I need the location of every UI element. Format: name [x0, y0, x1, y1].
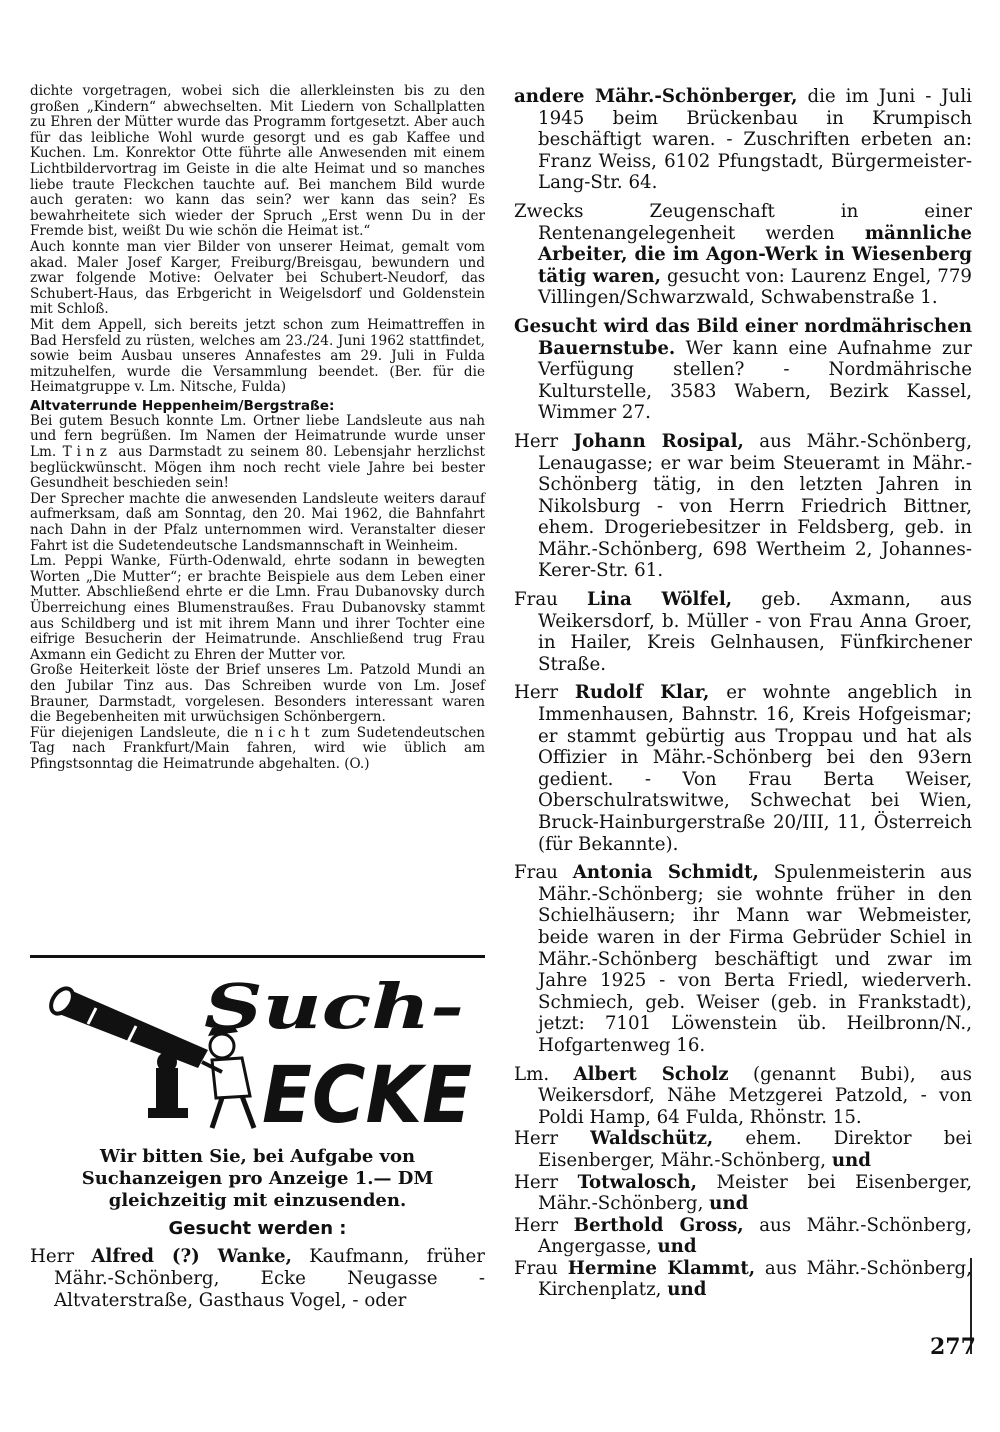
search-ad-entry: Herr Berthold Gross, aus Mähr.-Schönberg, Angergasse, und — [514, 1214, 972, 1258]
fee-notice-text: Wir bitten Sie, bei Aufgabe von Suchanzeigen pro Anzeige 1.— DM gleichzeitig mit einzusenden. — [81, 1146, 434, 1211]
search-ad-entry: Frau Lina Wölfel, geb. Axmann, aus Weikersdorf, b. Müller - von Frau Anna Groer, in Hailer, Kreis Gelnhausen, Fünfkirchener Straße. — [514, 589, 972, 675]
search-ad-entry: Zwecks Zeugenschaft in einer Rentenangelegenheit werden männliche Arbeiter, die im Agon-Werk in Wiesenberg tätig waren, gesucht von: Laurenz Engel, 779 Villingen/Schwarzwald, Schwabenstraße 1. — [514, 200, 972, 309]
logo-block-word: ECKE — [262, 1051, 472, 1137]
search-ad-entry: Herr Rudolf Klar, er wohnte angeblich in Immenhausen, Bahnstr. 16, Kreis Hofgeismar; er stammt gebürtig aus Troppau und hat als Offizier in Mähr.-Schönberg bei den 93ern gedient. - Von Frau Berta Weiser, Oberschulratswitwe, Schwechat bei Wien, Bruck-Hainburgerstraße 20/III, 11, Österreich (für Bekannte). — [514, 682, 972, 855]
page-number: 277 — [930, 1334, 976, 1360]
fee-notice — [30, 1146, 485, 1212]
report-paragraph: Lm. Peppi Wanke, Fürth-Odenwald, ehrte sodann in bewegten Worten „Die Mutter“; er brachte Beispiele aus dem Leben einer Mutter. Abschließend ehrte er die Lmn. Frau Dubanovsky durch Überreichung eines Blumenstraußes. Frau Dubanovsky stammt aus Schildberg und ist mit ihrem Mann und ihrer Tochter eine eifrige Besucherin der Heimatrunde. Anschließend trug Frau Axmann ein Gedicht zu Ehren der Mutter vor. — [30, 553, 485, 663]
search-ad-entry: Herr Alfred (?) Wanke, Kaufmann, früher Mähr.-Schönberg, Ecke Neugasse - Altvaterstraße, Gasthaus Vogel, - oder — [30, 1246, 485, 1311]
search-ad-entry: Herr Johann Rosipal, aus Mähr.-Schönberg, Lenaugasse; er war beim Steueramt in Mähr.-Schönberg tätig, in den letzten Jahren in Nikolsburg - von Herrn Friedrich Bittner, ehem. Drogeriebesitzer in Feldsberg, geb. in Mähr.-Schönberg, 698 Wertheim 2, Johannes-Kerer-Str. 61. — [514, 430, 972, 582]
report-paragraph: Auch konnte man vier Bilder von unserer Heimat, gemalt vom akad. Maler Josef Karger, Freiburg/Breisgau, bewundern und zwar folgende Motive: Oelvater bei Schubert-Neudorf, das Schubert-Haus, das Erbgericht in Weigelsdorf und Goldenstein mit Schloß. — [30, 238, 485, 318]
report-paragraph: Für diejenigen Landsleute, die nicht zum Sudetendeutschen Tag nach Frankfurt/Main fahren, wird wie üblich am Pfingstsonntag die Heimatrunde abgehalten. (O.) — [30, 724, 485, 772]
such-ecke-logo — [36, 972, 476, 1137]
left-column — [30, 84, 485, 773]
search-ads-right — [514, 86, 972, 1301]
report-paragraph: Bei gutem Besuch konnte Lm. Ortner liebe Landsleute aus nah und fern begrüßen. Im Namen der Heimatrunde wurde unser Lm. Tinz aus Darmstadt zu seinem 80. Lebensjahr herzlichst beglückwünscht. Mögen ihm noch recht viele Jahre bei bester Gesundheit beschieden sein! — [30, 412, 486, 492]
search-ad-entry: Herr Waldschütz, ehem. Direktor bei Eisenberger, Mähr.-Schönberg, und — [514, 1128, 972, 1171]
report-paragraph: Mit dem Appell, sich bereits jetzt schon zum Heimattreffen in Bad Hersfeld zu rüsten, welches am 23./24. Juni 1962 stattfindet, sowie beim Ausbau unseres Annafestes am 29. Juli in Fulda mitzuhelfen, wurde die Versammlung beendet. (Ber. für die Heimatgruppe v. Lm. Nitsche, Fulda) — [30, 316, 485, 396]
search-ad-entry: Lm. Albert Scholz (genannt Bubi), aus Weikersdorf, Nähe Metzgerei Patzold, - von Poldi Hamp, 64 Fulda, Rhönstr. 15. — [514, 1063, 972, 1128]
report-paragraph: Große Heiterkeit löste der Brief unseres Lm. Patzold Mundi an den Jubilar Tinz aus. Das Schreiben wurde von Lm. Josef Brauner, Darmstadt, vorgelesen. Besonders interessant waren die Begebenheiten mit urwüchsigen Schönbergern. — [30, 662, 485, 726]
report-paragraph: Der Sprecher machte die anwesenden Landsleute weiters darauf aufmerksam, daß am Sonntag, den 20. Mai 1962, die Bahnfahrt nach Dahn in der Pfalz unternommen wird. Veranstalter dieser Fahrt ist die Sudetendeutsche Landsmannschaft in Weinheim. — [30, 490, 485, 554]
search-ad-entry: andere Mähr.-Schönberger, die im Juni - Juli 1945 beim Brückenbau in Krumpisch beschäftigt waren. - Zuschriften erbeten an: Franz Weiss, 6102 Pfungstadt, Bürgermeister-Lang-Str. 64. — [514, 86, 972, 194]
search-ads-left — [30, 1246, 485, 1312]
search-ad-entry: Herr Totwalosch, Meister bei Eisenberger, Mähr.-Schönberg, und — [514, 1171, 972, 1215]
search-ad-entry: Frau Hermine Klammt, aus Mähr.-Schönberg, Kirchenplatz, und — [514, 1257, 972, 1301]
report-paragraph: dichte vorgetragen, wobei sich die allerkleinsten bis zu den großen „Kindern“ abwechselten. Mit Liedern von Schallplatten zu Ehren der Mütter wurde das Programm fortgesetzt. Aber auch für das leibliche Wohl wurde gesorgt und es gab Kaffee und Kuchen. Lm. Konrektor Otte führte alle Anwesenden mit einem Lichtbildervortrag im Geiste in die alte Heimat und so manches liebe traute Fleckchen tauchte auf. Bei manchem Bild wurde auch geraten: wo kann das sein? wer kann das sein? Es bewahrheitete sich wieder der Spruch „Erst wenn Du in der Fremde bist, weißt Du wie schön die Heimat ist.“ — [30, 83, 485, 240]
section-divider — [30, 955, 485, 958]
searched-heading: Gesucht werden : — [168, 1218, 347, 1239]
search-ad-entry: Gesucht wird das Bild einer nordmährischen Bauernstube. Wer kann eine Aufnahme zur Verfügung stellen? - Nordmährische Kulturstelle, 3583 Wabern, Bezirk Kassel, Wimmer 27. — [514, 315, 972, 424]
search-ad-entry: Frau Antonia Schmidt, Spulenmeisterin aus Mähr.-Schönberg; sie wohnte früher in den Schielhäusern; ihr Mann war Webmeister, beide waren in der Firma Gebrüder Schiel in Mähr.-Schönberg beschäftigt und zwar im Jahre 1925 - von Berta Friedl, wiederverh. Schmiech, geb. Weiser (geb. in Frankstadt), jetzt: 7101 Löwenstein üb. Heilbronn/N., Hofgartenweg 16. — [514, 862, 972, 1056]
section-heading: Altvaterrunde Heppenheim/Bergstraße: — [30, 397, 335, 414]
logo-script-word: Such- — [204, 972, 464, 1043]
